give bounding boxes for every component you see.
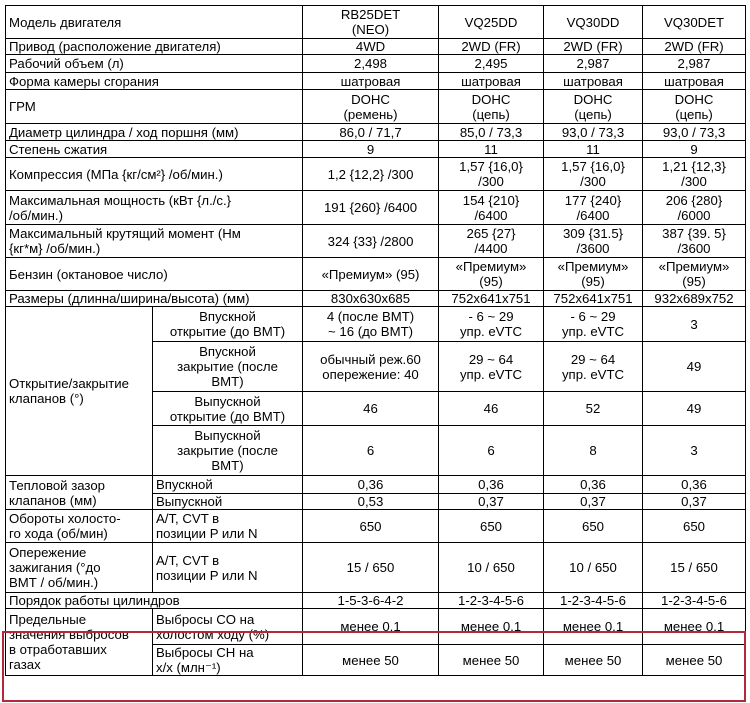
- table-row: [6, 307, 746, 342]
- cell-value: менее 0,1: [303, 609, 439, 645]
- row-label: Диаметр цилиндра / ход поршня (мм): [6, 124, 303, 141]
- cell-value: 830x630x685: [303, 291, 439, 307]
- cell-value: 0,37: [439, 494, 544, 510]
- header-row: [6, 6, 746, 39]
- row-label: Привод (расположение двигателя): [6, 39, 303, 55]
- sub-label: Впускной открытие (до ВМТ): [153, 307, 303, 342]
- cell-value: 0,37: [643, 494, 746, 510]
- valves-label: Открытие/закрытие клапанов (°): [6, 307, 153, 476]
- cell-value: 650: [439, 510, 544, 543]
- cell-value: 1-2-3-4-5-6: [643, 593, 746, 609]
- cell-value: DOHC (цепь): [439, 90, 544, 124]
- table-row: [6, 258, 746, 291]
- cell-value: DOHC (цепь): [643, 90, 746, 124]
- cell-value: 2,498: [303, 55, 439, 73]
- cell-value: 387 {39. 5} /3600: [643, 225, 746, 258]
- cell-value: 650: [303, 510, 439, 543]
- cell-value: 10 / 650: [544, 543, 643, 593]
- cell-value: 29 ~ 64 упр. eVTC: [544, 342, 643, 392]
- cell-value: 6: [439, 426, 544, 476]
- emissions-label: Предельные значения выбросов в отработавших газах: [6, 609, 153, 676]
- cell-value: 3: [643, 426, 746, 476]
- sub-label: Выбросы CO на холостом ходу (%): [153, 609, 303, 645]
- cell-value: 1-5-3-6-4-2: [303, 593, 439, 609]
- row-label: Форма камеры сгорания: [6, 73, 303, 90]
- row-label: Максимальная мощность (кВт {л./с.} /об/мин.): [6, 191, 303, 225]
- cell-value: менее 0,1: [643, 609, 746, 645]
- table-row: [6, 593, 746, 609]
- table-row: [6, 543, 746, 593]
- cell-value: 52: [544, 392, 643, 426]
- cell-value: 1,57 {16,0} /300: [544, 158, 643, 191]
- cell-value: менее 50: [643, 645, 746, 676]
- cell-value: 6: [303, 426, 439, 476]
- cell-value: 4WD: [303, 39, 439, 55]
- row-label: Степень сжатия: [6, 141, 303, 158]
- cell-value: - 6 ~ 29 упр. eVTC: [439, 307, 544, 342]
- table-row: [6, 476, 746, 494]
- table-row: [6, 73, 746, 90]
- sub-label: A/T, CVT в позиции P или N: [153, 543, 303, 593]
- row-label: Порядок работы цилиндров: [6, 593, 303, 609]
- cell-value: менее 0,1: [544, 609, 643, 645]
- cell-value: 85,0 / 73,3: [439, 124, 544, 141]
- cell-value: 206 {280} /6000: [643, 191, 746, 225]
- cell-value: 49: [643, 392, 746, 426]
- engine-header: RB25DET (NEO): [303, 6, 439, 39]
- cell-value: 324 {33} /2800: [303, 225, 439, 258]
- cell-value: 29 ~ 64 упр. eVTC: [439, 342, 544, 392]
- row-label: Рабочий объем (л): [6, 55, 303, 73]
- cell-value: 0,36: [303, 476, 439, 494]
- table-row: [6, 510, 746, 543]
- cell-value: 49: [643, 342, 746, 392]
- sub-label: A/T, CVT в позиции P или N: [153, 510, 303, 543]
- cell-value: 1,21 {12,3} /300: [643, 158, 746, 191]
- cell-value: шатровая: [643, 73, 746, 90]
- cell-value: 86,0 / 71,7: [303, 124, 439, 141]
- table-row: [6, 90, 746, 124]
- cell-value: 0,36: [643, 476, 746, 494]
- cell-value: 8: [544, 426, 643, 476]
- cell-value: 93,0 / 73,3: [643, 124, 746, 141]
- table-row: [6, 609, 746, 645]
- cell-value: 0,36: [439, 476, 544, 494]
- cell-value: «Премиум» (95): [643, 258, 746, 291]
- cell-value: 2WD (FR): [439, 39, 544, 55]
- sub-label: Впускной: [153, 476, 303, 494]
- cell-value: 650: [544, 510, 643, 543]
- cell-value: обычный реж.60 опережение: 40: [303, 342, 439, 392]
- sub-label: Выбросы CH на х/х (млн⁻¹): [153, 645, 303, 676]
- cell-value: «Премиум» (95): [544, 258, 643, 291]
- cell-value: 309 {31.5} /3600: [544, 225, 643, 258]
- sub-label: Выпускной открытие (до ВМТ): [153, 392, 303, 426]
- cell-value: «Премиум» (95): [303, 258, 439, 291]
- cell-value: 650: [643, 510, 746, 543]
- cell-value: DOHC (ремень): [303, 90, 439, 124]
- clearance-label: Тепловой зазор клапанов (мм): [6, 476, 153, 510]
- cell-value: 0,37: [544, 494, 643, 510]
- row-label: ГРМ: [6, 90, 303, 124]
- cell-value: 265 {27} /4400: [439, 225, 544, 258]
- cell-value: 752x641x751: [544, 291, 643, 307]
- cell-value: менее 50: [544, 645, 643, 676]
- cell-value: менее 50: [439, 645, 544, 676]
- cell-value: 46: [439, 392, 544, 426]
- cell-value: 2WD (FR): [643, 39, 746, 55]
- cell-value: 3: [643, 307, 746, 342]
- cell-value: 177 {240} /6400: [544, 191, 643, 225]
- cell-value: 0,36: [544, 476, 643, 494]
- cell-value: 9: [643, 141, 746, 158]
- sub-label: Выпускной: [153, 494, 303, 510]
- cell-value: 1,2 {12,2} /300: [303, 158, 439, 191]
- cell-value: 2,987: [643, 55, 746, 73]
- header-label: Модель двигателя: [6, 6, 303, 39]
- row-label: Бензин (октановое число): [6, 258, 303, 291]
- sub-label: Выпускной закрытие (после ВМТ): [153, 426, 303, 476]
- engine-header: VQ30DET: [643, 6, 746, 39]
- table-row: [6, 158, 746, 191]
- cell-value: 191 {260} /6400: [303, 191, 439, 225]
- cell-value: - 6 ~ 29 упр. eVTC: [544, 307, 643, 342]
- engine-header: VQ30DD: [544, 6, 643, 39]
- cell-value: 1,57 {16,0} /300: [439, 158, 544, 191]
- cell-value: 752x641x751: [439, 291, 544, 307]
- cell-value: 1-2-3-4-5-6: [544, 593, 643, 609]
- row-label: Максимальный крутящий момент (Нм {кг*м} /об/мин.): [6, 225, 303, 258]
- cell-value: 154 {210} /6400: [439, 191, 544, 225]
- cell-value: 10 / 650: [439, 543, 544, 593]
- cell-value: 46: [303, 392, 439, 426]
- row-label: Опережение зажигания (°до ВМТ / об/мин.): [6, 543, 153, 593]
- sub-label: Впускной закрытие (после ВМТ): [153, 342, 303, 392]
- cell-value: 15 / 650: [643, 543, 746, 593]
- cell-value: менее 0,1: [439, 609, 544, 645]
- cell-value: 15 / 650: [303, 543, 439, 593]
- row-label: Размеры (длинна/ширина/высота) (мм): [6, 291, 303, 307]
- table-row: [6, 191, 746, 225]
- row-label: Компрессия (МПа {кг/см²} /об/мин.): [6, 158, 303, 191]
- cell-value: шатровая: [439, 73, 544, 90]
- cell-value: 0,53: [303, 494, 439, 510]
- cell-value: DOHC (цепь): [544, 90, 643, 124]
- engine-header: VQ25DD: [439, 6, 544, 39]
- cell-value: 11: [439, 141, 544, 158]
- cell-value: шатровая: [303, 73, 439, 90]
- cell-value: 1-2-3-4-5-6: [439, 593, 544, 609]
- engine-spec-table: [5, 5, 746, 676]
- cell-value: 2,495: [439, 55, 544, 73]
- table-row: [6, 39, 746, 55]
- cell-value: 9: [303, 141, 439, 158]
- cell-value: 11: [544, 141, 643, 158]
- table-row: [6, 291, 746, 307]
- row-label: Обороты холосто- го хода (об/мин): [6, 510, 153, 543]
- table-row: [6, 225, 746, 258]
- cell-value: 93,0 / 73,3: [544, 124, 643, 141]
- cell-value: 4 (после ВМТ) ~ 16 (до ВМТ): [303, 307, 439, 342]
- table-row: [6, 124, 746, 141]
- cell-value: «Премиум» (95): [439, 258, 544, 291]
- cell-value: шатровая: [544, 73, 643, 90]
- cell-value: 2WD (FR): [544, 39, 643, 55]
- table-row: [6, 55, 746, 73]
- cell-value: менее 50: [303, 645, 439, 676]
- table-row: [6, 141, 746, 158]
- cell-value: 2,987: [544, 55, 643, 73]
- cell-value: 932x689x752: [643, 291, 746, 307]
